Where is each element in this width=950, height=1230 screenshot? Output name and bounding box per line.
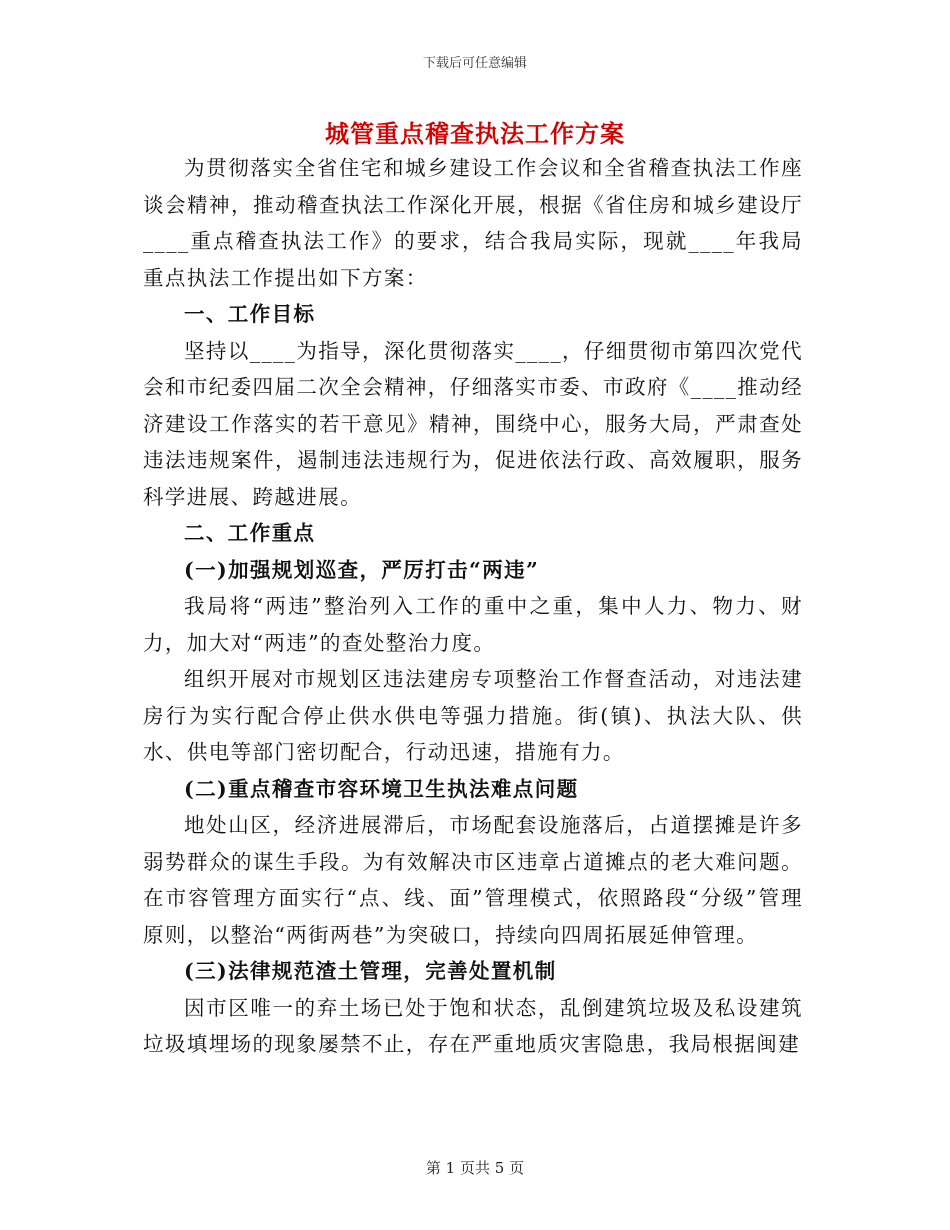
- page-footer: 第 1 页共 5 页: [425, 1159, 525, 1177]
- paragraph-1a: 我局将“两违”整治列入工作的重中之重，集中人力、物力、财力，加大对“两违”的查处整治力度。: [143, 594, 803, 655]
- intro-paragraph: 为贯彻落实全省住宅和城乡建设工作会议和全省稽查执法工作座谈会精神，推动稽查执法工作深化开展，根据《省住房和城乡建设厅____重点稽查执法工作》的要求，结合我局实际，现就____年我局重点执法工作提出如下方案：: [143, 156, 803, 290]
- document-body: [143, 150, 803, 1063]
- paragraph-3: 因市区唯一的弃土场已处于饱和状态，乱倒建筑垃圾及私设建筑垃圾填埋场的现象屡禁不止，存在严重地质灾害隐患，我局根据闽建: [143, 995, 803, 1056]
- subheading-2: (二)重点稽查市容环境卫生执法难点问题: [184, 776, 579, 801]
- header-note: 下载后可任意编辑: [422, 56, 527, 71]
- section-heading-goals: 一、工作目标: [184, 302, 316, 326]
- subheading-3: (三)法律规范渣土管理，完善处置机制: [184, 959, 557, 983]
- goals-paragraph: 坚持以____为指导，深化贯彻落实____，仔细贯彻市第四次党代会和市纪委四届二次全会精神，仔细落实市委、市政府《____推动经济建设工作落实的若干意见》精神，围绕中心，服务大局，严肃查处违法违规案件，遏制违法违规行为，促进依法行政、高效履职，服务科学进展、跨越进展。: [143, 338, 803, 509]
- paragraph-1b: 组织开展对市规划区违法建房专项整治工作督查活动，对违法建房行为实行配合停止供水供电等强力措施。街(镇)、执法大队、供水、供电等部门密切配合，行动迅速，措施有力。: [143, 667, 803, 764]
- section-heading-focus: 二、工作重点: [184, 521, 316, 545]
- document-title: 城管重点稽查执法工作方案: [325, 119, 625, 148]
- subheading-1: (一)加强规划巡查，严厉打击“两违”: [184, 557, 540, 582]
- paragraph-2: 地处山区，经济进展滞后，市场配套设施落后，占道摆摊是许多弱势群众的谋生手段。为有效解决市区违章占道摊点的老大难问题。在市容管理方面实行“点、线、面”管理模式，依照路段“分级”管理原则，以整治“两街两巷”为突破口，持续向四周拓展延伸管理。: [143, 813, 803, 947]
